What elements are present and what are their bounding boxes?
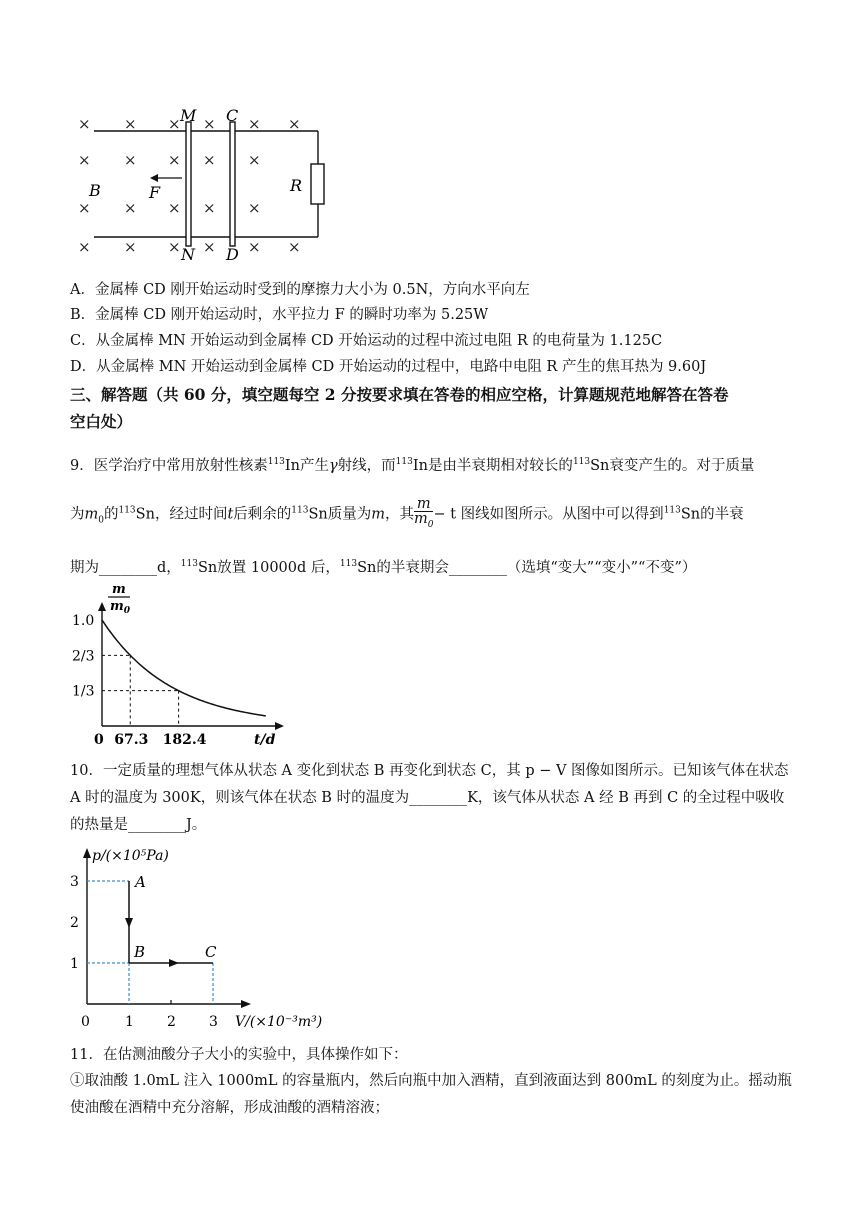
option-a: A．金属棒 CD 刚开始运动时受到的摩擦力大小为 0.5N，方向水平向左: [70, 282, 530, 298]
q10-line1: 10．一定质量的理想气体从状态 A 变化到状态 B 再变化到状态 C，其 p − V 图像如图所示。已知该气体在状态: [70, 763, 789, 779]
decay-x-tick: 0: [94, 732, 104, 746]
decay-curve: [102, 620, 266, 716]
q9-line1: 9．医学治疗中常用放射性核素$^{113}$In产生γ射线，而$^{113}$In是由半衰期相对较长的$^{113}$Sn衰变产生的。对于质量: [70, 457, 755, 474]
decay-x-tick: 67.3: [114, 732, 149, 746]
m-over-m0-fraction: $\frac{m}{m_0}$: [414, 496, 434, 530]
rail-figure: [72, 104, 352, 264]
pv-arrow-bc: [169, 959, 179, 967]
field-cross: ×: [248, 199, 261, 217]
field-cross: ×: [124, 199, 137, 217]
pv-x-tick: 1: [125, 1014, 134, 1030]
label-r: R: [290, 176, 303, 195]
decay-x-tick: 182.4: [162, 732, 207, 746]
pv-arrow-ab: [125, 918, 133, 928]
q10-line2: A 时的温度为 300K，则该气体在状态 B 时的温度为________K，该气体从状态 A 经 B 再到 C 的全过程中吸收: [70, 790, 785, 806]
resistor: [311, 164, 324, 204]
pv-y-label: p/(×10⁵Pa): [92, 848, 169, 864]
field-cross: ×: [203, 151, 216, 169]
pv-chart: [65, 842, 345, 1032]
option-b: B．金属棒 CD 刚开始运动时，水平拉力 F 的瞬时功率为 5.25W: [70, 307, 489, 323]
option-c: C．从金属棒 MN 开始运动到金属棒 CD 开始运动的过程中流过电阻 R 的电荷量为 1.125C: [70, 333, 663, 349]
decay-y-arrow: [98, 602, 106, 611]
option-d: D．从金属棒 MN 开始运动到金属棒 CD 开始运动的过程中，电路中电阻 R 产生的焦耳热为 9.60J: [70, 359, 707, 375]
field-cross: ×: [203, 238, 216, 256]
field-cross: ×: [124, 151, 137, 169]
field-cross: ×: [78, 238, 91, 256]
decay-x-label: t/d: [254, 732, 276, 746]
field-cross: ×: [203, 199, 216, 217]
q9-line3: 期为________d，$^{113}$Sn放置 10000d 后，$^{113}$Sn的半衰期会________（选填“变大”“变小”“不变”）: [70, 559, 697, 576]
section-3-heading: 三、解答题（共 60 分，填空题每空 2 分按要求填在答卷的相应空格，计算题规范地解答在答卷: [70, 385, 729, 404]
field-cross: ×: [168, 151, 181, 169]
decay-guides: [102, 655, 179, 726]
q11-line2: ①取油酸 1.0mL 注入 1000mL 的容量瓶内，然后向瓶中加入酒精，直到液面达到 800mL 的刻度为止。摇动瓶: [70, 1073, 792, 1089]
force-arrow-head: [150, 174, 158, 182]
label-c: C: [226, 106, 239, 125]
decay-chart: [70, 578, 290, 746]
field-cross: ×: [78, 151, 91, 169]
label-f: F: [149, 183, 161, 202]
field-cross: ×: [288, 115, 301, 133]
field-cross: ×: [124, 115, 137, 133]
field-cross: ×: [78, 199, 91, 217]
decay-y-label-den: $m_0$: [110, 599, 131, 616]
label-b: B: [89, 181, 101, 200]
rod-mn: [186, 122, 191, 246]
pv-y-tick: 3: [70, 874, 79, 890]
pv-point-b: B: [134, 943, 146, 961]
field-cross: ×: [203, 115, 216, 133]
decay-y-tick: 1/3: [72, 683, 95, 700]
pv-x-tick: 3: [209, 1014, 218, 1030]
pv-x-arrow: [241, 1000, 251, 1008]
field-cross: ×: [248, 115, 261, 133]
q9-line2: 为$m_0$的$^{113}$Sn，经过时间t后剩余的$^{113}$Sn质量为m，其 $\frac{m}{m_0}$ − t 图线如图所示。从图中可以得到$^{113}$Sn的半衰: [70, 496, 744, 530]
decay-x-arrow: [275, 722, 284, 730]
pv-point-a: A: [135, 873, 146, 891]
rod-cd: [230, 122, 235, 246]
field-cross: ×: [168, 115, 181, 133]
pv-guides: [87, 881, 213, 1004]
pv-y-tick: 2: [70, 915, 79, 931]
label-d: D: [226, 245, 239, 264]
section-3-heading-cont: 空白处）: [70, 412, 133, 431]
field-cross: ×: [288, 238, 301, 256]
pv-y-tick: 1: [70, 956, 79, 972]
field-cross: ×: [168, 238, 181, 256]
pv-y-arrow: [83, 848, 91, 858]
field-cross: ×: [248, 151, 261, 169]
decay-y-tick: 2/3: [72, 648, 95, 665]
pv-x-label: V/(×10⁻³m³): [235, 1014, 323, 1030]
field-cross: ×: [124, 238, 137, 256]
pv-x-tick: 0: [81, 1014, 90, 1030]
label-n: N: [181, 245, 195, 264]
field-cross: ×: [248, 238, 261, 256]
pv-x-tick: 2: [167, 1014, 176, 1030]
field-cross: ×: [168, 199, 181, 217]
decay-y-tick: 1.0: [72, 613, 95, 629]
pv-point-c: C: [205, 943, 217, 961]
q11-line3: 使油酸在酒精中充分溶解，形成油酸的酒精溶液；: [70, 1100, 389, 1116]
q11-line1: 11．在估测油酸分子大小的实验中，具体操作如下：: [70, 1047, 408, 1063]
field-cross: ×: [78, 115, 91, 133]
pv-process-path: [125, 873, 217, 967]
label-m: M: [180, 106, 197, 125]
decay-y-label-num: m: [112, 582, 126, 597]
q10-line3: 的热量是________J。: [70, 817, 207, 833]
